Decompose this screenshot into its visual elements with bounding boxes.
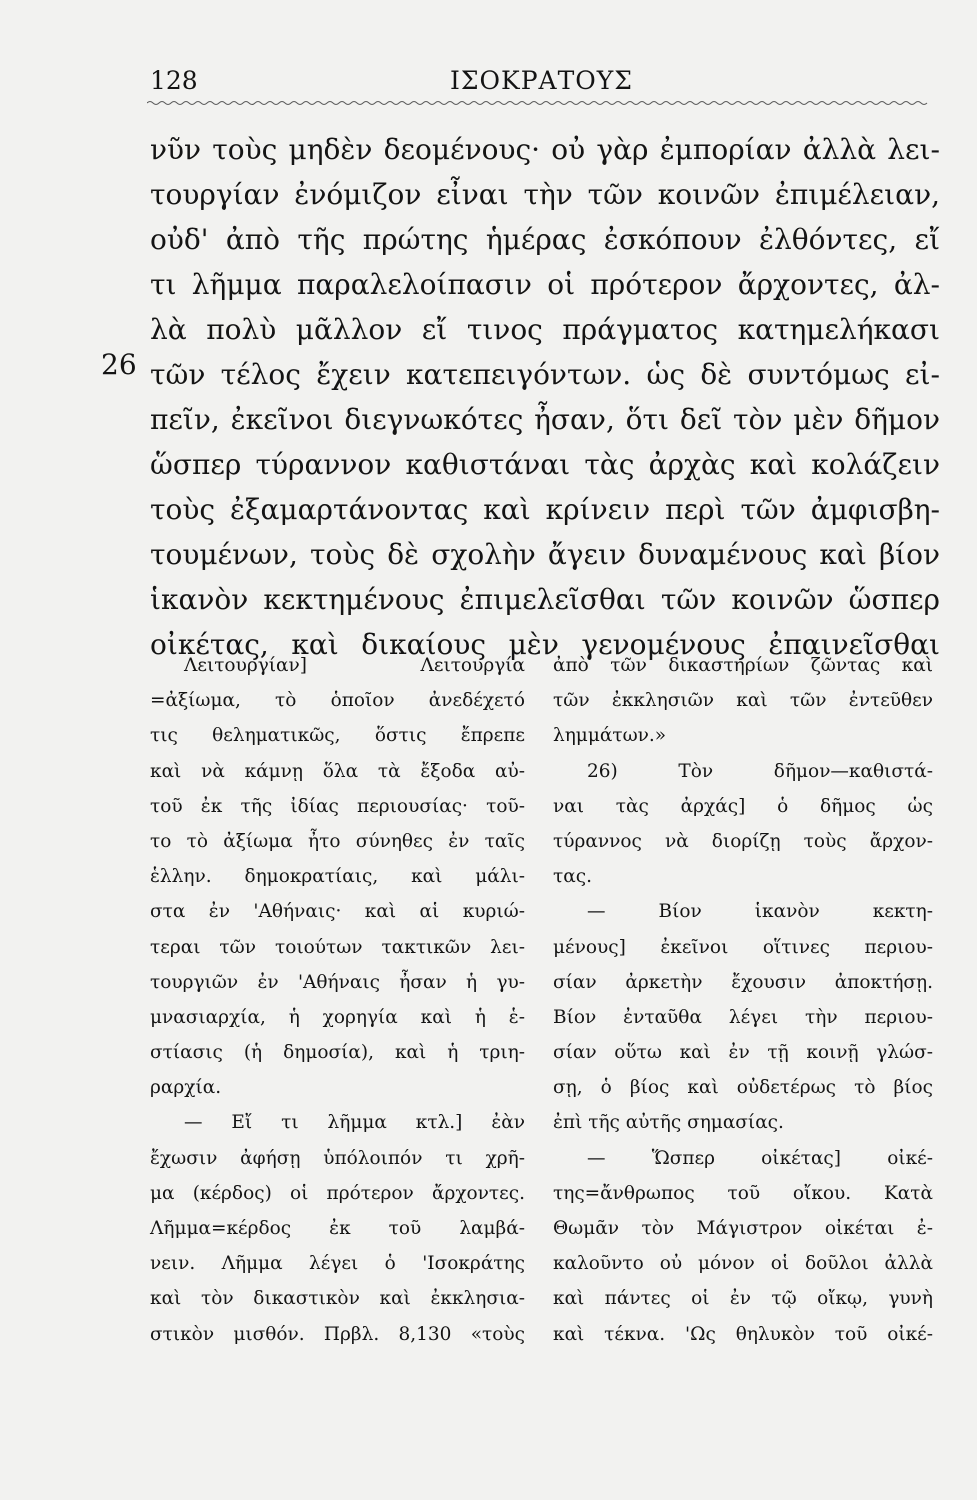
notes-right-column [553,648,933,1352]
note-line: της=ἄνθρωπος τοῦ οἴκου. Κατὰ [553,1182,933,1204]
note-line: μένους] ἐκεῖνοι οἵτινες περιου- [553,936,933,958]
main-text-line: πεῖν, ἐκεῖνοι διεγνωκότες ἦσαν, ὅτι δεῖ τὸν μὲν δῆμον [150,403,940,436]
note-line: τεραι τῶν τοιούτων τακτικῶν λει- [150,936,525,958]
main-text-line: ὥσπερ τύραννον καθιστάναι τὰς ἀρχὰς καὶ κολάζειν [150,448,940,481]
note-line: Θωμᾶν τὸν Μάγιστρον οἰκέται ἐ- [553,1218,933,1239]
note-line: Βίον ἐνταῦθα λέγει τὴν περιου- [553,1006,933,1028]
note-line: ἐπὶ τῆς αὐτῆς σημασίας. [553,1112,784,1134]
note-line: μνασιαρχία, ἡ χορηγία καὶ ἡ ἑ- [150,1006,525,1028]
note-line: καὶ νὰ κάμνῃ ὅλα τὰ ἔξοδα αὐ- [150,760,525,782]
main-text-line: λὰ πολὺ μᾶλλον εἴ τινος πράγματος κατημελήκασι [150,313,940,346]
note-line: — Βίον ἱκανὸν κεκτη- [587,901,933,923]
main-text-line: οἰκέτας, καὶ δικαίους μὲν γενομένους ἐπαινεῖσθαι [150,628,940,661]
page-number: 128 [150,66,198,95]
main-text-line: τουργίαν ἐνόμιζον εἶναι τὴν τῶν κοινῶν ἐπιμέλειαν, [150,178,940,211]
main-text [150,127,940,667]
note-line: στίασις (ἡ δημοσία), καὶ ἡ τριη- [150,1042,525,1064]
main-text-line: τῶν τέλος ἔχειν κατεπειγόντων. ὡς δὲ συντόμως εἰ- [150,358,940,391]
page-header [150,66,932,102]
note-line: =ἀξίωμα, τὸ ὁποῖον ἀνεδέχετό [150,690,525,712]
note-line: τύραννος νὰ διορίζῃ τοὺς ἄρχον- [553,830,933,852]
note-line: καὶ τέκνα. 'Ως θηλυκὸν τοῦ οἰκέ- [553,1323,933,1345]
note-line: Λῆμμα=κέρδος ἐκ τοῦ λαμβά- [150,1218,525,1239]
main-text-line: οὐδ' ἀπὸ τῆς πρώτης ἡμέρας ἐσκόπουν ἐλθόντες, εἴ [150,223,940,256]
note-line: τουργιῶν ἐν 'Αθήναις ἦσαν ἡ γυ- [150,971,525,993]
note-line: στικὸν μισθόν. Πρβλ. 8,130 «τοὺς [150,1323,525,1345]
note-line: ραρχία. [150,1077,222,1099]
note-line: καλοῦντο οὐ μόνον οἱ δοῦλοι ἀλλὰ [553,1253,933,1275]
main-text-line: ἱκανὸν κεκτημένους ἐπιμελεῖσθαι τῶν κοινῶν ὥσπερ [150,583,940,616]
note-line: στα ἐν 'Αθήναις· καὶ αἱ κυριώ- [150,901,525,923]
note-line: σίαν ἀρκετὴν ἔχουσιν ἀποκτήσῃ. [553,971,933,993]
note-line: το τὸ ἀξίωμα ἦτο σύνηθες ἐν ταῖς [150,830,525,852]
note-line: σίαν οὕτω καὶ ἐν τῇ κοινῇ γλώσ- [553,1042,933,1064]
note-line: σῃ, ὁ βίος καὶ οὐδετέρως τὸ βίος [553,1077,933,1099]
note-line: — Εἴ τι λῆμμα κτλ.] ἐὰν [184,1112,525,1134]
main-text-line: τουμένων, τοὺς δὲ σχολὴν ἄγειν δυναμένους καὶ βίον [150,538,940,571]
note-line: 26) Τὸν δῆμον—καθιστά- [587,760,933,782]
main-text-line: τοὺς ἐξαμαρτάνοντας καὶ κρίνειν περὶ τῶν ἀμφισβη- [150,493,940,526]
note-line: ἔχωσιν ἀφήσῃ ὑπόλοιπόν τι χρῆ- [150,1147,525,1169]
note-line: ἑλλην. δημοκρατίαις, καὶ μάλι- [150,866,525,888]
note-line: ἀπὸ τῶν δικαστηρίων ζῶντας καὶ [553,655,933,676]
note-line: μα (κέρδος) οἱ πρότερον ἄρχοντες. [150,1182,525,1204]
notes-left-column [150,648,525,1352]
main-text-line: τι λῆμμα παραλελοίπασιν οἱ πρότερον ἄρχοντες, ἀλ- [150,268,940,301]
note-line: τῶν ἐκκλησιῶν καὶ τῶν ἐντεῦθεν [553,690,933,712]
note-line: καὶ πάντες οἱ ἐν τῷ οἴκῳ, γυνὴ [553,1288,933,1310]
header-wavy-rule [147,100,929,106]
note-line: νειν. Λῆμμα λέγει ὁ 'Ισοκράτης [150,1253,525,1275]
section-number: 26 [101,348,137,381]
note-line: καὶ τὸν δικαστικὸν καὶ ἐκκλησια- [150,1288,525,1310]
note-line: ναι τὰς ἀρχάς] ὁ δῆμος ὡς [553,795,933,817]
note-line: τας. [553,866,592,888]
note-line: λημμάτων.» [553,725,667,747]
note-line: τοῦ ἐκ τῆς ἰδίας περιουσίας· τοῦ- [150,795,525,817]
main-text-line: νῦν τοὺς μηδὲν δεομένους· οὐ γὰρ ἐμπορίαν ἀλλὰ λει- [150,133,940,166]
note-line: τις θεληματικῶς, ὅστις ἔπρεπε [150,725,525,747]
note-line: — Ὥσπερ οἰκέτας] οἰκέ- [587,1147,933,1169]
running-title: ΙΣΟΚΡΑΤΟΥΣ [450,66,633,95]
note-line: Λειτουργίαν] Λειτουργία [184,655,525,676]
